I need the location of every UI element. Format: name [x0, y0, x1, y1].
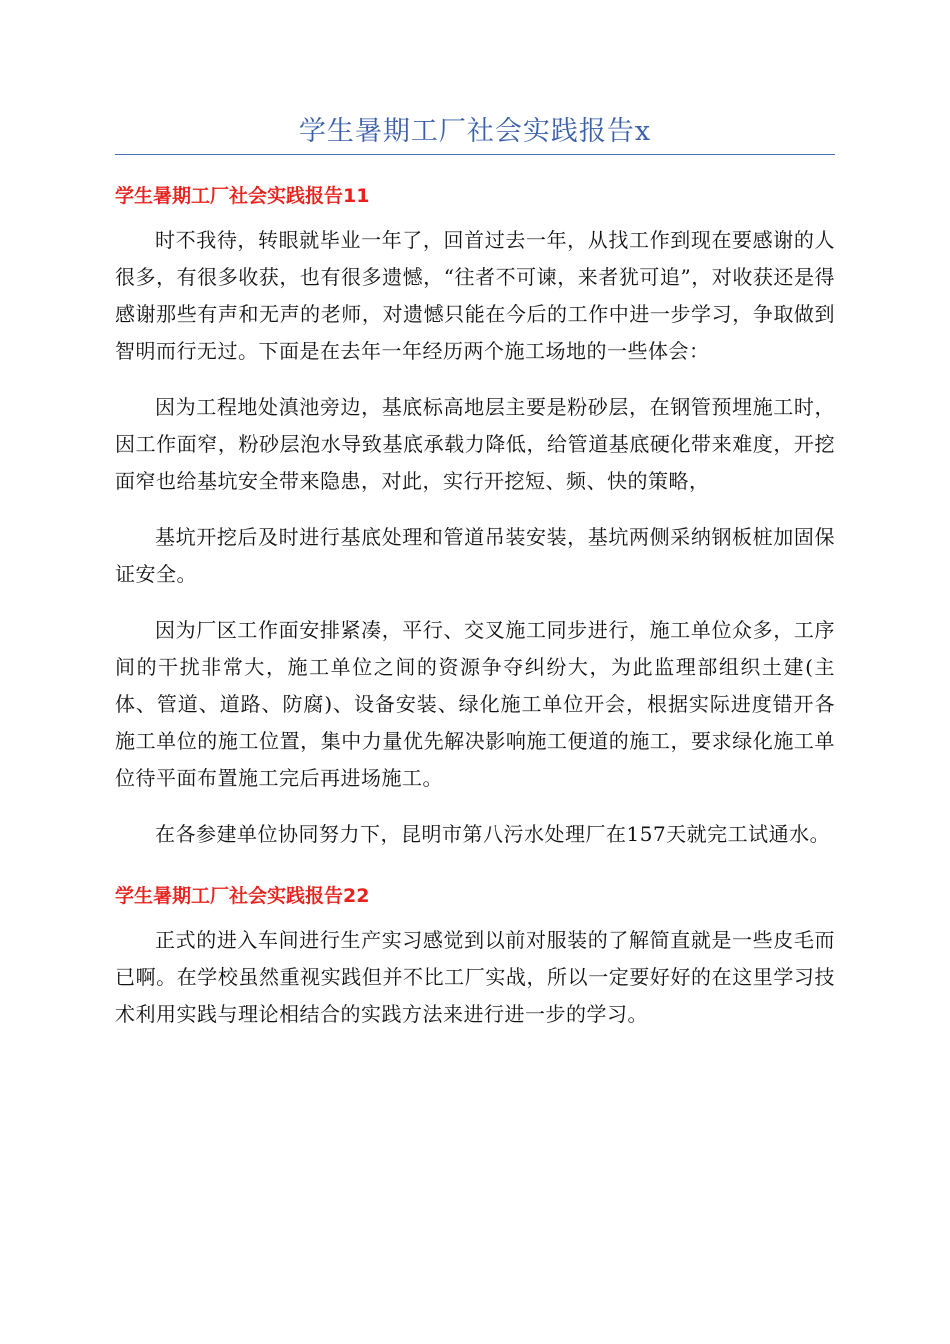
document-body [115, 176, 835, 1052]
document-title: 学生暑期工厂社会实践报告x [298, 116, 652, 147]
paragraph: 基坑开挖后及时进行基底处理和管道吊装安装，基坑两侧采纳钢板桩加固保证安全。 [115, 525, 835, 586]
section-heading: 学生暑期工厂社会实践报告11 [115, 185, 370, 207]
paragraph: 时不我待，转眼就毕业一年了，回首过去一年，从找工作到现在要感谢的人很多，有很多收获，也有很多遗憾，“往者不可谏，来者犹可追”，对收获还是得感谢那些有声和无声的老师，对遗憾只能在今后的工作中进一步学习，争取做到智明而行无过。下面是在去年一年经历两个施工场地的一些体会： [115, 228, 835, 363]
section-2 [115, 876, 835, 1033]
paragraph: 正式的进入车间进行生产实习感觉到以前对服装的了解简直就是一些皮毛而已啊。在学校虽然重视实践但并不比工厂实战，所以一定要好好的在这里学习技术利用实践与理论相结合的实践方法来进行进一步的学习。 [115, 928, 835, 1026]
section-heading: 学生暑期工厂社会实践报告22 [115, 885, 370, 907]
section-1 [115, 176, 835, 853]
paragraph: 因为工程地处滇池旁边，基底标高地层主要是粉砂层，在钢管预埋施工时，因工作面窄，粉砂层泡水导致基底承载力降低，给管道基底硬化带来难度，开挖面窄也给基坑安全带来隐患，对此，实行开挖短、频、快的策略， [115, 395, 835, 493]
title-underline [115, 154, 835, 155]
paragraph: 因为厂区工作面安排紧凑，平行、交叉施工同步进行，施工单位众多，工序间的干扰非常大，施工单位之间的资源争夺纠纷大，为此监理部组织土建(主体、管道、道路、防腐)、设备安装、绿化施工单位开会，根据实际进度错开各施工单位的施工位置，集中力量优先解决影响施工便道的施工，要求绿化施工单位待平面布置施工完后再进场施工。 [115, 618, 835, 790]
paragraph: 在各参建单位协同努力下，昆明市第八污水处理厂在157天就完工试通水。 [155, 822, 831, 846]
